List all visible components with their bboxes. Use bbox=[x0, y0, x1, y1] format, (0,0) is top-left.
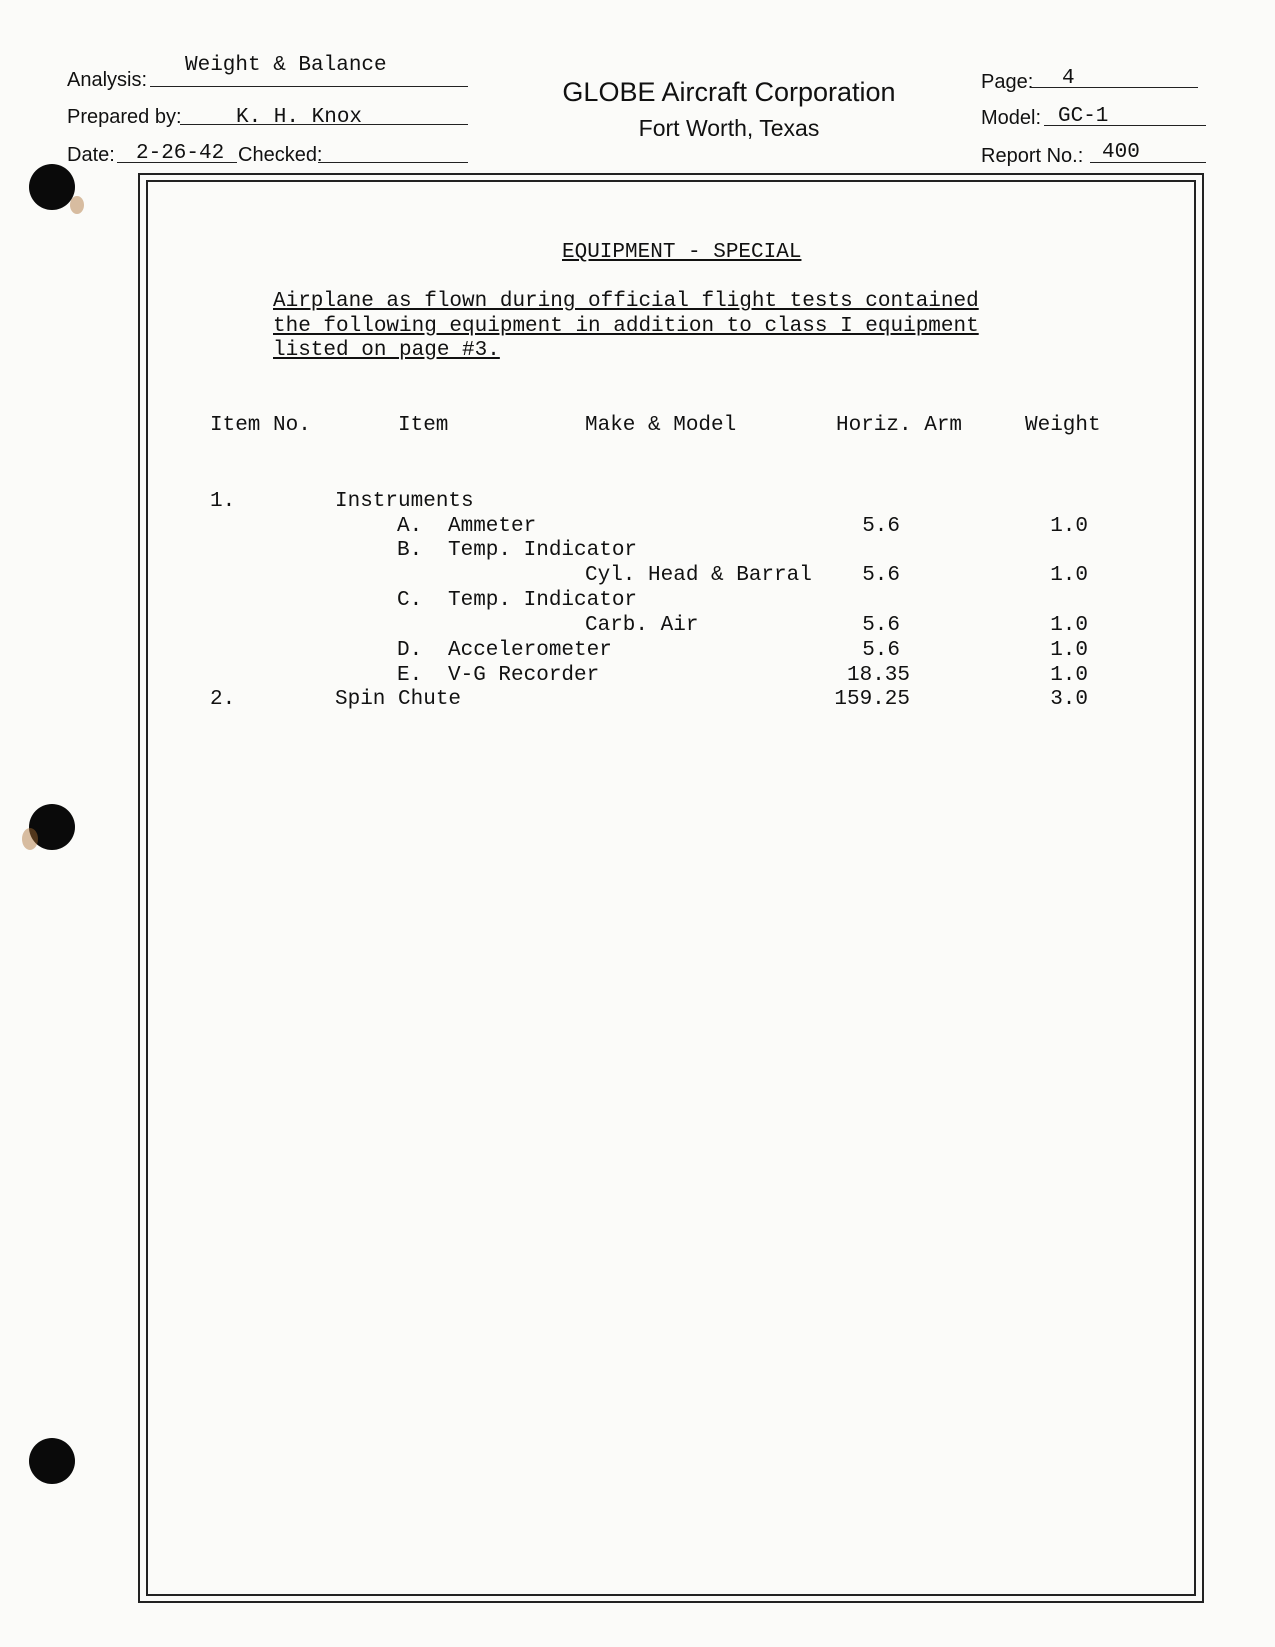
sub-item-letter: E. bbox=[397, 664, 423, 687]
checked-label: Checked: bbox=[238, 144, 323, 166]
sub-item-letter: B. bbox=[397, 539, 423, 562]
page-label: Page: bbox=[981, 71, 1034, 93]
item-number: 2. bbox=[210, 688, 236, 711]
horiz-arm-value: 18.35 bbox=[846, 664, 910, 687]
weight-value: 1.0 bbox=[1050, 564, 1088, 587]
sub-item-letter: D. bbox=[397, 639, 423, 662]
sub-item-name: Ammeter bbox=[448, 515, 537, 538]
horiz-arm-value: 5.6 bbox=[862, 639, 900, 662]
weight-value: 1.0 bbox=[1050, 664, 1088, 687]
date-label: Date: bbox=[67, 144, 115, 166]
sub-item-name: Accelerometer bbox=[448, 639, 612, 662]
paragraph-line: listed on page #3. bbox=[273, 339, 500, 362]
item-number: 1. bbox=[210, 490, 236, 513]
stain-mark bbox=[22, 828, 38, 850]
analysis-value: Weight & Balance bbox=[185, 54, 387, 77]
model-label: Model: bbox=[981, 107, 1042, 129]
horiz-arm-value: 159.25 bbox=[834, 688, 910, 711]
sub-item-name: V-G Recorder bbox=[448, 664, 600, 687]
item-name: Instruments bbox=[335, 490, 474, 513]
prepared-by-underline bbox=[180, 124, 468, 125]
weight-value: 3.0 bbox=[1050, 688, 1088, 711]
analysis-label: Analysis: bbox=[67, 69, 148, 91]
prepared-by-value: K. H. Knox bbox=[236, 106, 363, 129]
model-underline bbox=[1044, 125, 1206, 126]
section-title: EQUIPMENT - SPECIAL bbox=[562, 241, 802, 264]
sub-item-name: Temp. Indicator bbox=[448, 589, 638, 612]
weight-value: 1.0 bbox=[1050, 515, 1088, 538]
header-make-model: Make & Model bbox=[585, 414, 737, 437]
make-model-value: Cyl. Head & Barral bbox=[585, 564, 812, 587]
report-label: Report No.: bbox=[981, 145, 1084, 167]
header-weight: Weight bbox=[1025, 414, 1101, 437]
report-value: 400 bbox=[1102, 141, 1140, 164]
date-underline bbox=[117, 162, 237, 163]
weight-value: 1.0 bbox=[1050, 639, 1088, 662]
header-item-no: Item No. bbox=[210, 414, 311, 437]
sub-item-letter: A. bbox=[397, 515, 423, 538]
stain-mark bbox=[70, 196, 84, 214]
paragraph-line: the following equipment in addition to class I equipment bbox=[273, 314, 979, 338]
intro-paragraph bbox=[273, 290, 979, 364]
paragraph-line: Airplane as flown during official flight tests contained bbox=[273, 290, 979, 313]
date-value: 2-26-42 bbox=[136, 142, 225, 165]
item-name: Spin Chute bbox=[335, 688, 462, 711]
horiz-arm-value: 5.6 bbox=[862, 614, 900, 637]
page-frame-inner bbox=[146, 180, 1196, 1596]
checked-underline bbox=[318, 162, 468, 163]
header-item: Item bbox=[398, 414, 449, 437]
analysis-underline bbox=[150, 86, 468, 87]
punch-hole-top bbox=[29, 164, 75, 210]
horiz-arm-value: 5.6 bbox=[862, 564, 900, 587]
page-value: 4 bbox=[1062, 67, 1075, 90]
sub-item-name: Temp. Indicator bbox=[448, 539, 638, 562]
sub-item-letter: C. bbox=[397, 589, 423, 612]
model-value: GC-1 bbox=[1058, 105, 1109, 128]
page-underline bbox=[1030, 87, 1198, 88]
prepared-by-label: Prepared by: bbox=[67, 106, 182, 128]
header-horiz-arm: Horiz. Arm bbox=[836, 414, 963, 437]
company-city: Fort Worth, Texas bbox=[638, 115, 820, 141]
horiz-arm-value: 5.6 bbox=[862, 515, 900, 538]
report-underline bbox=[1090, 162, 1206, 163]
company-name: GLOBE Aircraft Corporation bbox=[562, 77, 896, 107]
weight-value: 1.0 bbox=[1050, 614, 1088, 637]
make-model-value: Carb. Air bbox=[585, 614, 699, 637]
punch-hole-bottom bbox=[29, 1438, 75, 1484]
